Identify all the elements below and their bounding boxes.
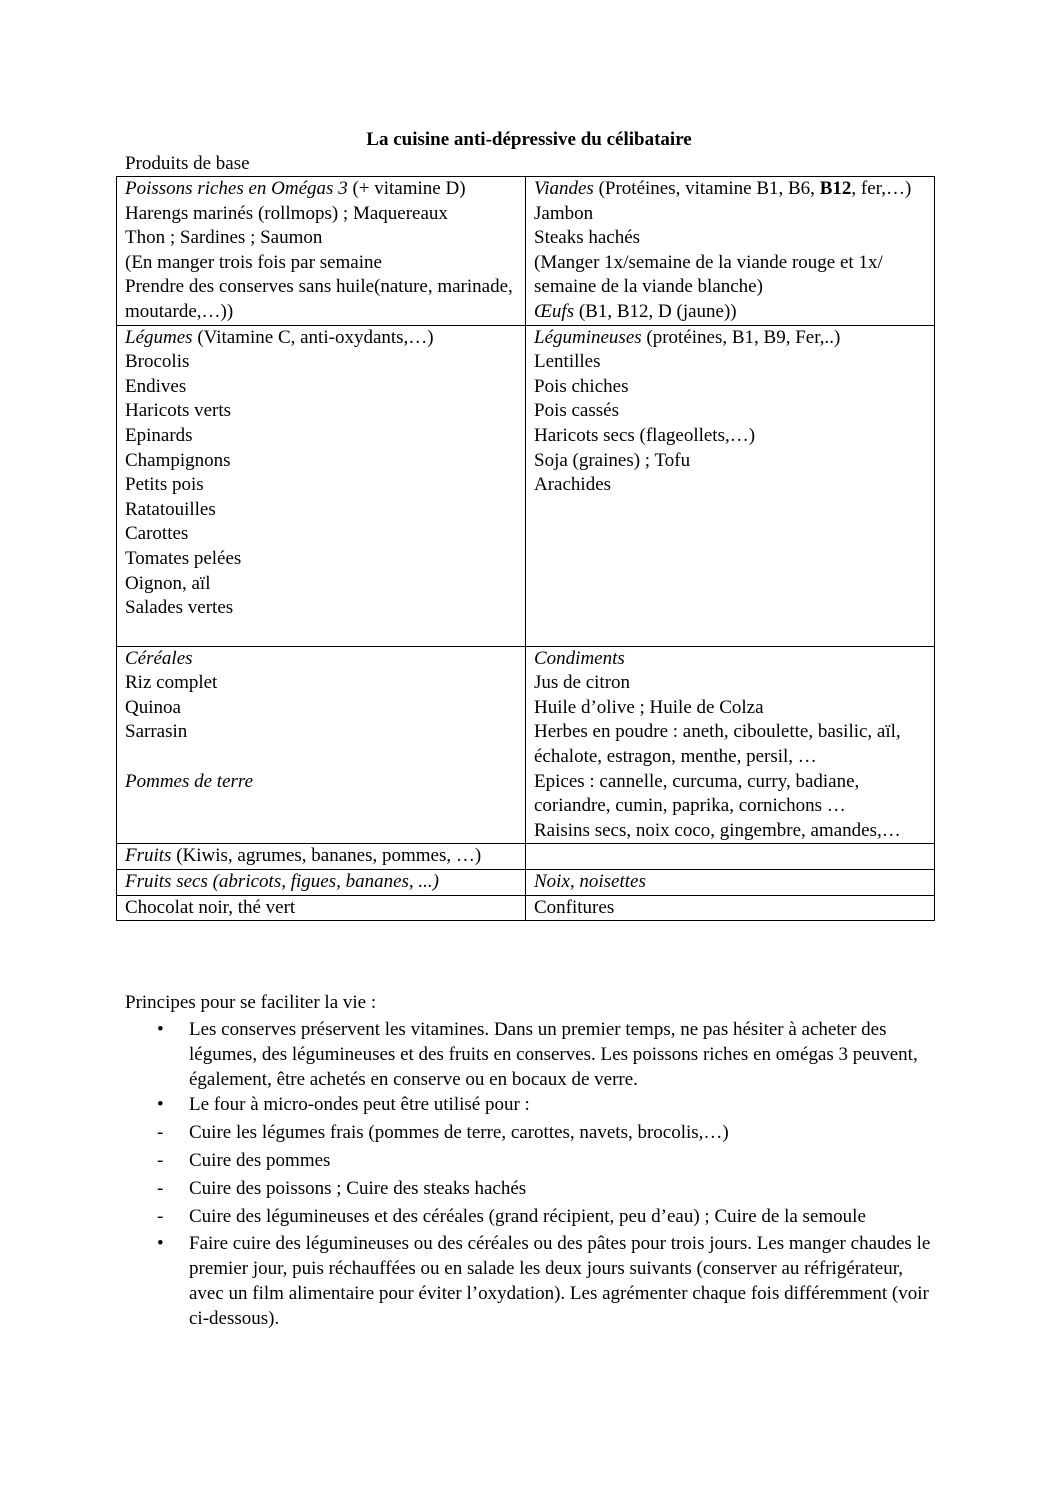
dash-icon: -	[157, 1178, 164, 1199]
category-note: (Kiwis, agrumes, bananes, pommes, …)	[171, 845, 482, 867]
cell-noix	[526, 869, 935, 895]
list-item: - Cuire les légumes frais (pommes de terre, carottes, navets, brocolis,…)	[157, 1122, 729, 1143]
cell-cereales	[117, 646, 526, 844]
category-note: (B1, B12, D (jaune))	[574, 300, 737, 322]
category-heading: Fruits secs (abricots, figues, bananes, ...)	[125, 870, 440, 892]
cell-line: Salades vertes	[125, 597, 234, 619]
category-heading: Œufs	[534, 300, 575, 322]
category-heading: Noix, noisettes	[534, 870, 646, 892]
list-item: • Les conserves préservent les vitamines. Dans un premier temps, ne pas hésiter à acheter des légumes, des légumineuses et des fruits en conserves. Les poissons riches en omégas 3 peuvent, également, être achetés en conserve ou en bocaux de verre.	[157, 1019, 918, 1090]
cell-line: Petits pois	[125, 474, 204, 496]
cell-line: Quinoa	[125, 696, 181, 718]
cell-empty	[526, 844, 935, 870]
table-row	[117, 646, 935, 844]
cell-line: Brocolis	[125, 351, 190, 373]
cell-line: Soja (graines) ; Tofu	[534, 449, 691, 471]
cell-line: Haricots verts	[125, 400, 232, 422]
table-row	[117, 869, 935, 895]
bullet-icon: •	[157, 1094, 164, 1115]
category-heading: Viandes	[534, 178, 594, 199]
category-note: (Vitamine C, anti-oxydants,…)	[192, 326, 434, 348]
cell-line: Raisins secs, noix coco, gingembre, amandes,…	[534, 819, 901, 841]
category-heading: Fruits	[125, 845, 172, 867]
category-note: , fer,…)	[851, 178, 912, 199]
cell-line: Endives	[125, 375, 187, 397]
cell-line: Haricots secs (flageollets,…)	[534, 424, 756, 446]
table-row	[117, 895, 935, 921]
section-label-produits: Produits de base	[125, 153, 250, 174]
cell-line: Steaks hachés	[534, 227, 641, 249]
category-heading: Condiments	[534, 647, 625, 669]
category-heading: Poissons riches en Omégas 3	[125, 178, 348, 199]
cell-line: Pois cassés	[534, 400, 619, 422]
list-item: • Le four à micro-ondes peut être utilisé pour :	[157, 1094, 530, 1115]
category-heading: Légumes	[125, 326, 193, 348]
category-heading: Céréales	[125, 647, 193, 669]
cell-line: (Manger 1x/semaine de la viande rouge et 1x/ semaine de la viande blanche)	[534, 251, 883, 298]
cell-line: Sarrasin	[125, 721, 188, 743]
cell-viandes	[526, 177, 935, 326]
cell-legumes	[117, 325, 526, 646]
bullet-icon: •	[157, 1019, 164, 1040]
list-item: - Cuire des poissons ; Cuire des steaks hachés	[157, 1178, 527, 1199]
table-row	[117, 325, 935, 646]
cell-line: Epinards	[125, 424, 193, 446]
cell-line: Riz complet	[125, 672, 218, 694]
list-item: - Cuire des pommes	[157, 1150, 331, 1171]
dash-icon: -	[157, 1122, 164, 1143]
bullet-icon: •	[157, 1233, 164, 1254]
table-row	[117, 177, 935, 326]
principles-section	[125, 990, 935, 1331]
cell-line: Thon ; Sardines ; Saumon	[125, 227, 323, 249]
category-note-bold: B12	[819, 178, 852, 199]
cell-line: Chocolat noir, thé vert	[125, 896, 296, 918]
cell-line: Jambon	[534, 202, 594, 224]
cell-line: Carottes	[125, 523, 189, 545]
category-heading: Légumineuses	[534, 326, 642, 348]
cell-line: Harengs marinés (rollmops) ; Maquereaux	[125, 202, 448, 224]
cell-line: Pois chiches	[534, 375, 629, 397]
cell-fruits	[117, 844, 526, 870]
category-note: (protéines, B1, B9, Fer,..)	[641, 326, 841, 348]
cell-line: Arachides	[534, 474, 612, 496]
cell-legumineuses	[526, 325, 935, 646]
table-row	[117, 844, 935, 870]
cell-chocolat	[117, 895, 526, 921]
cell-line: Epices : cannelle, curcuma, curry, badiane, coriandre, cumin, paprika, cornichons …	[534, 770, 860, 817]
cell-line: Champignons	[125, 449, 231, 471]
category-note: (+ vitamine D)	[347, 178, 466, 199]
cell-condiments	[526, 646, 935, 844]
cell-line: Jus de citron	[534, 672, 631, 694]
cell-line: Prendre des conserves sans huile(nature, marinade, moutarde,…))	[125, 276, 513, 322]
dash-icon: -	[157, 1206, 164, 1227]
cell-line: Confitures	[534, 896, 615, 918]
category-heading: Pommes de terre	[125, 770, 254, 792]
cell-confitures	[526, 895, 935, 921]
cell-line: Oignon, aïl	[125, 572, 211, 594]
cell-line: Herbes en poudre : aneth, ciboulette, basilic, aïl, échalote, estragon, menthe, persil, …	[534, 721, 901, 767]
cell-line: Lentilles	[534, 351, 601, 373]
cell-line: Huile d’olive ; Huile de Colza	[534, 696, 764, 718]
document-title: La cuisine anti-dépressive du célibataire	[366, 129, 692, 150]
food-table	[116, 176, 935, 921]
cell-fruits-secs	[117, 869, 526, 895]
principles-heading: Principes pour se faciliter la vie :	[125, 992, 377, 1013]
list-item: - Cuire des légumineuses et des céréales (grand récipient, peu d’eau) ; Cuire de la semoule	[157, 1206, 866, 1227]
dash-icon: -	[157, 1150, 164, 1171]
list-item: • Faire cuire des légumineuses ou des céréales ou des pâtes pour trois jours. Les manger chaudes le premier jour, puis réchauffées ou en salade les deux jours suivants (conserver au réfrigérateur, avec un film alimentaire pour éviter l’oxydation). Les agrémenter chaque fois différemment (voir ci-dessous).	[157, 1233, 931, 1329]
cell-line: (En manger trois fois par semaine	[125, 251, 382, 273]
cell-line: Tomates pelées	[125, 547, 242, 569]
principles-list	[125, 1017, 935, 1331]
category-note: (Protéines, vitamine B1, B6,	[593, 178, 820, 199]
cell-poissons	[117, 177, 526, 326]
cell-line: Ratatouilles	[125, 498, 216, 520]
